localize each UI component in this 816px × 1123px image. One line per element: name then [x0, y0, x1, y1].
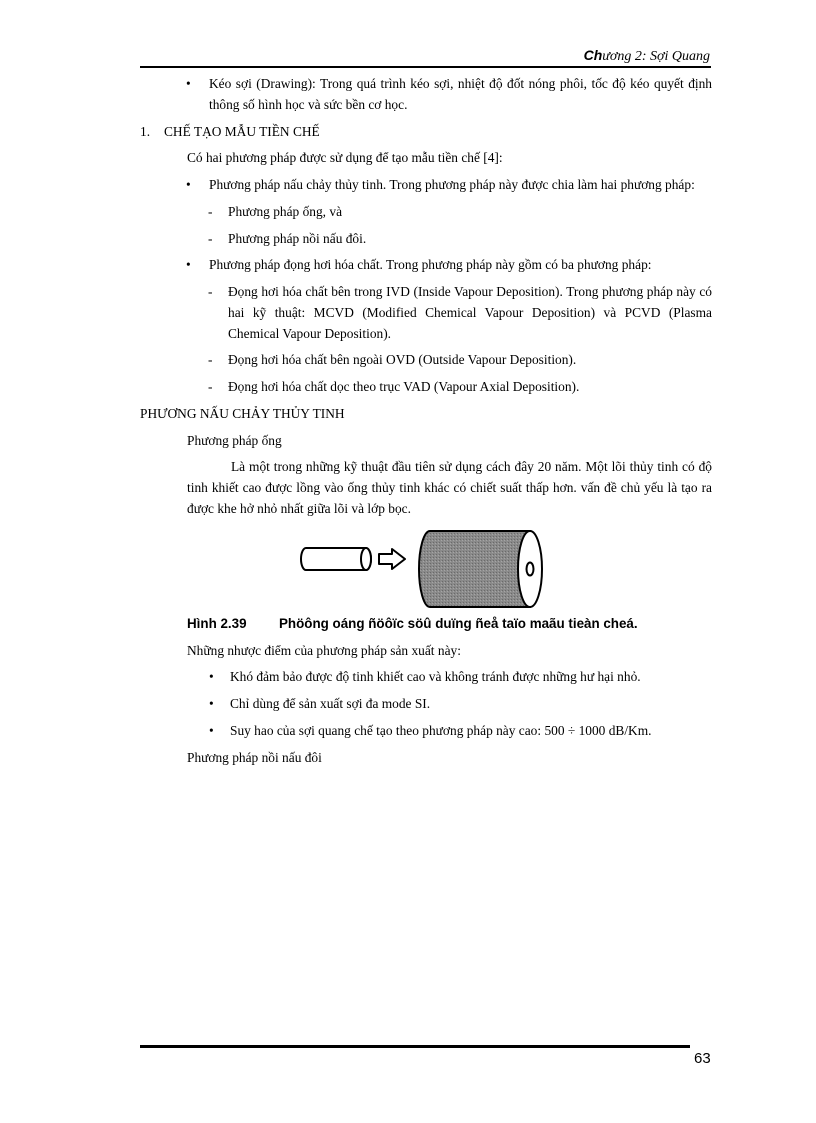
- bullet-icon: •: [209, 669, 214, 685]
- glass-tube-icon: [419, 531, 542, 607]
- list-item: [140, 255, 712, 276]
- subheading: Phương pháp nồi nấu đôi: [187, 749, 322, 765]
- list-item: [140, 721, 712, 742]
- list-item: [140, 175, 712, 196]
- sub-list-item: [140, 282, 712, 344]
- arrow-right-icon: [379, 549, 405, 569]
- figure-caption-text: Phöông oáng ñöôïc söû duïng ñeå taïo maãu tieàn cheá.: [279, 615, 638, 631]
- dash-icon: -: [208, 230, 213, 246]
- paragraph: Những nhược điểm của phương pháp sản xuất này:: [187, 642, 461, 658]
- sub-list-item-text: Đọng hơi hóa chất bên trong IVD (Inside Vapour Deposition). Trong phương pháp này có hai kỹ thuật: MCVD (Modified Chemical Vapour Deposition) và PCVD (Plasma Chemical Vapour Deposition).: [228, 284, 712, 341]
- sub-list-item-text: Phương pháp nồi nấu đôi.: [228, 230, 367, 246]
- section-heading: PHƯƠNG NẤU CHẢY THỦY TINH: [140, 405, 345, 421]
- bullet-icon: •: [186, 76, 191, 91]
- dash-icon: -: [208, 352, 213, 368]
- sub-list-item-text: Đọng hơi hóa chất dọc theo trục VAD (Vapour Axial Deposition).: [228, 379, 580, 395]
- sub-list-item: [140, 202, 712, 223]
- figure-caption: [140, 614, 712, 635]
- header-chapter-bold: Ch: [583, 47, 603, 63]
- header-rule: [140, 66, 711, 68]
- sub-list-item-text: Phương pháp ống, và: [228, 203, 343, 219]
- section-number: 1.: [140, 123, 151, 139]
- list-item-text: Phương pháp đọng hơi hóa chất. Trong phương pháp này gồm có ba phương pháp:: [209, 257, 652, 273]
- dash-icon: -: [208, 284, 213, 300]
- list-item-text: Suy hao của sợi quang chế tạo theo phương pháp này cao: 500 ÷ 1000 dB/Km.: [230, 722, 652, 738]
- bullet-icon: •: [186, 177, 191, 193]
- bullet-icon: •: [209, 696, 214, 712]
- list-item: [140, 667, 712, 688]
- running-header: [140, 46, 710, 66]
- list-item-text: Chỉ dùng để sản xuất sợi đa mode SI.: [230, 696, 431, 712]
- sub-list-item: [140, 350, 712, 371]
- header-chapter-rest: ương 2: Sợi Quang: [602, 49, 710, 64]
- figure: [140, 530, 712, 610]
- tube-method-illustration: [292, 530, 552, 610]
- dash-icon: -: [208, 203, 213, 219]
- sub-list-item: [140, 377, 712, 398]
- sub-list-item: [140, 229, 712, 250]
- list-item-text: Khó đảm bảo được độ tinh khiết cao và không tránh được những hư hại nhỏ.: [230, 669, 641, 685]
- list-item-text: Kéo sợi (Drawing): Trong quá trình kéo sợi, nhiệt độ đốt nóng phôi, tốc độ kéo quyết định thông số hình học và sức bền cơ học.: [209, 76, 712, 112]
- bullet-icon: •: [186, 257, 191, 273]
- sub-list-item-text: Đọng hơi hóa chất bên ngoài OVD (Outside Vapour Deposition).: [228, 352, 577, 368]
- page-number: 63: [694, 1050, 711, 1067]
- section-heading: [140, 122, 712, 143]
- list-item: [140, 694, 712, 715]
- bullet-icon: •: [209, 722, 214, 738]
- section-title: CHẾ TẠO MẪU TIỀN CHẾ: [164, 123, 320, 139]
- paragraph: Là một trong những kỹ thuật đầu tiên sử dụng cách đây 20 năm. Một lõi thủy tinh có độ tinh khiết cao được lồng vào ống thủy tinh khác có chiết suất thấp hơn. vấn đề chủ yếu là tạo ra được khe hở nhỏ nhất giữa lõi và lớp bọc.: [187, 459, 712, 517]
- dash-icon: -: [208, 379, 213, 395]
- list-item: [140, 74, 712, 116]
- list-item-text: Phương pháp nấu chảy thủy tinh. Trong phương pháp này được chia làm hai phương pháp:: [209, 177, 695, 193]
- figure-number: Hình 2.39: [187, 615, 247, 631]
- page-body: [140, 74, 712, 774]
- paragraph: Có hai phương pháp được sử dụng để tạo mẫu tiền chế [4]:: [187, 150, 503, 166]
- core-rod-icon: [301, 548, 371, 570]
- subheading: Phương pháp ống: [187, 432, 282, 448]
- footer-rule: [140, 1045, 690, 1048]
